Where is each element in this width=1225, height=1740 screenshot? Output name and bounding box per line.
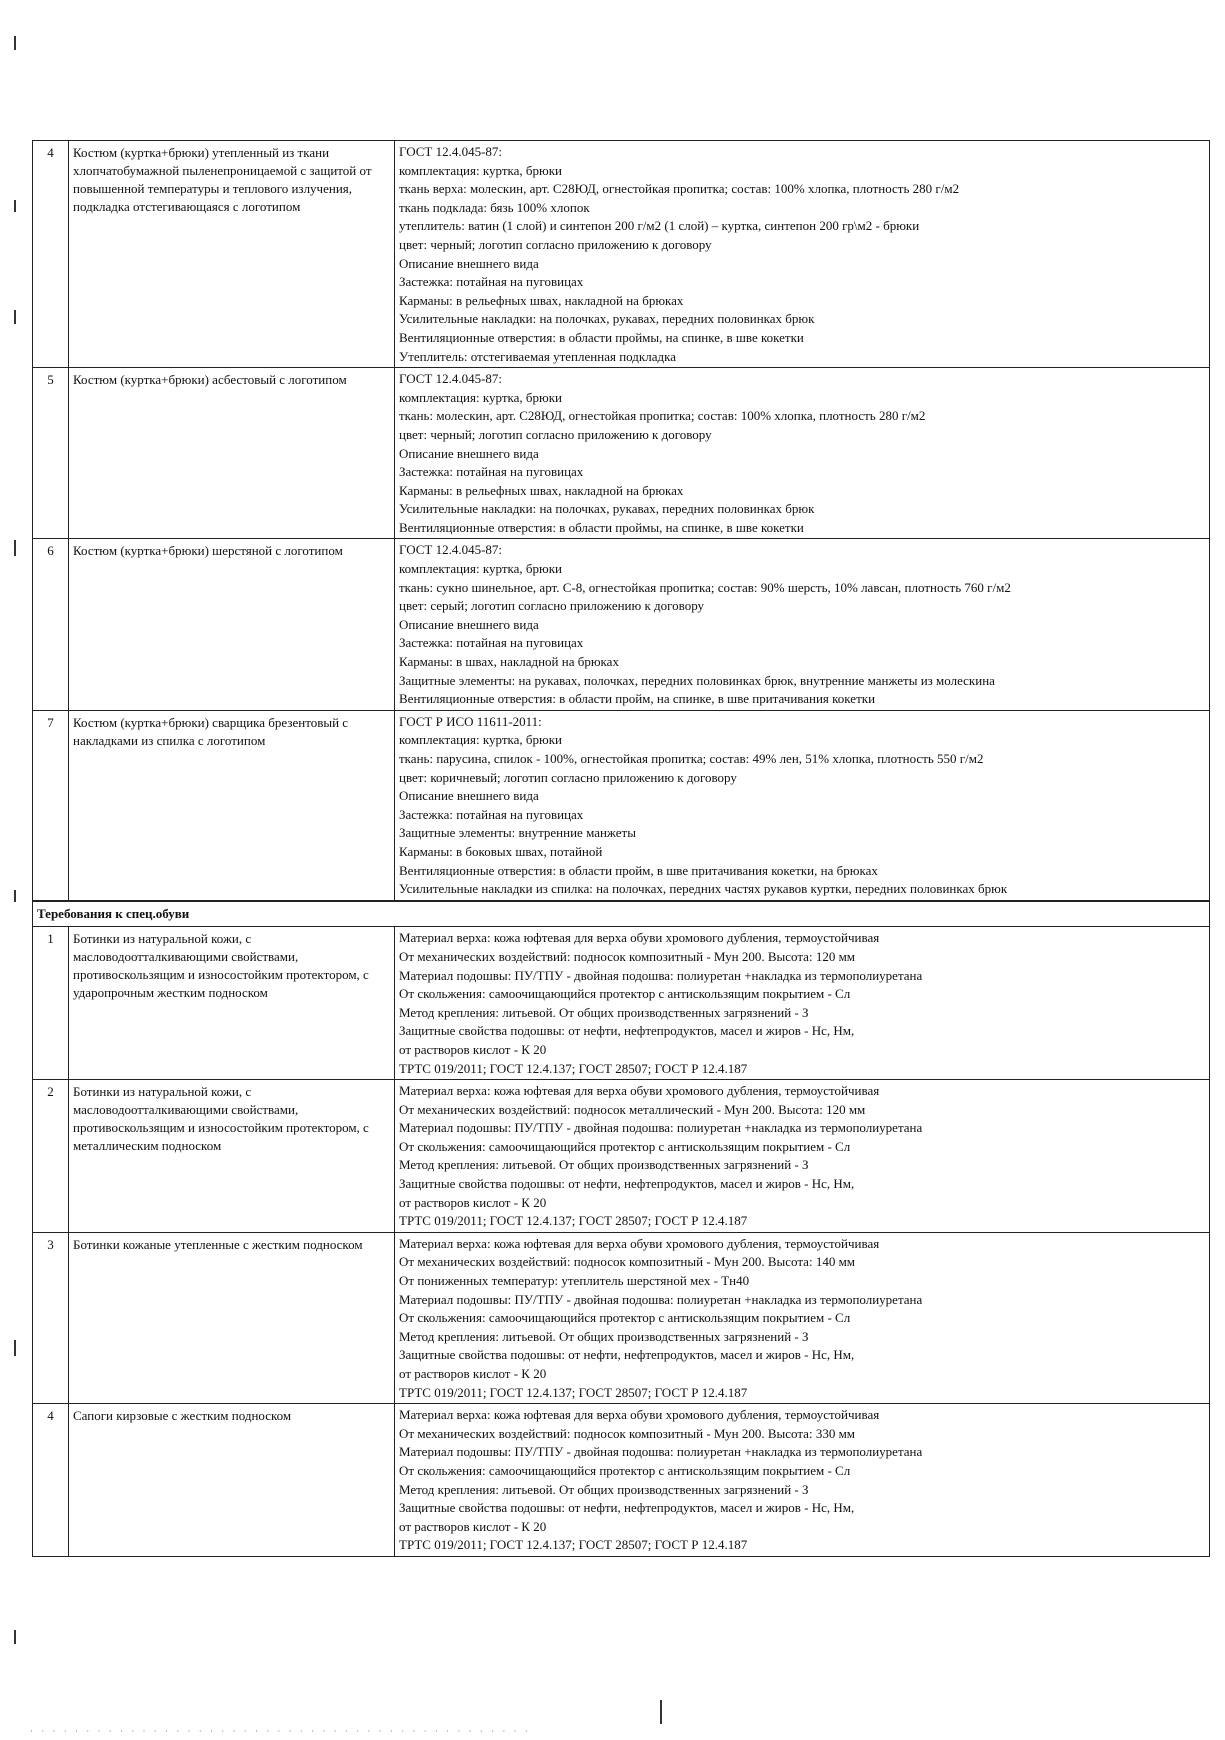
spec-line: Метод крепления: литьевой. От общих производственных загрязнений - З: [399, 1328, 809, 1344]
spec-line: ткань: молескин, арт. С28ЮД, огнестойкая пропитка; состав: 100% хлопка, плотность 280 г/м2: [399, 408, 926, 424]
item-spec: [395, 368, 1210, 539]
item-number: 3: [33, 1232, 69, 1403]
spec-line: от растворов кислот - К 20: [399, 1366, 547, 1381]
spec-line: Усилительные накладки: на полочках, рукавах, передних половинках брюк: [399, 311, 815, 327]
item-number: 2: [33, 1080, 69, 1233]
table-row: [33, 710, 1210, 900]
scan-margin-mark: [14, 200, 16, 212]
item-number: 6: [33, 539, 69, 710]
spec-line: ТРТС 019/2011; ГОСТ 12.4.137; ГОСТ 28507; ГОСТ Р 12.4.187: [399, 1213, 748, 1229]
spec-line: цвет: серый; логотип согласно приложению к договору: [399, 598, 705, 614]
item-spec: [395, 1080, 1210, 1233]
spec-line: Карманы: в швах, накладной на брюках: [399, 654, 619, 670]
spec-line: Материал подошвы: ПУ/ТПУ - двойная подошва: полиуретан +накладка из термополиуретана: [399, 1291, 923, 1307]
spec-line: От пониженных температур: утеплитель шерстяной мех - Тн40: [399, 1273, 750, 1289]
spec-line: Материал верха: кожа юфтевая для верха обуви хромового дубления, термоустойчивая: [399, 1407, 880, 1423]
spec-line: цвет: черный; логотип согласно приложению к договору: [399, 236, 712, 252]
spec-line: цвет: коричневый; логотип согласно приложению к договору: [399, 769, 737, 785]
item-spec: [395, 710, 1210, 900]
spec-line: ТРТС 019/2011; ГОСТ 12.4.137; ГОСТ 28507; ГОСТ Р 12.4.187: [399, 1537, 748, 1553]
scan-margin-mark: [14, 36, 16, 50]
spec-line: комплектация: куртка, брюки: [399, 389, 562, 405]
item-name: Костюм (куртка+брюки) сварщика брезентовый с накладками из спилка с логотипом: [69, 710, 395, 900]
table-row: [33, 539, 1210, 710]
spec-line: Застежка: потайная на пуговицах: [399, 806, 584, 822]
spec-line: Защитные свойства подошвы: от нефти, нефтепродуктов, масел и жиров - Нс, Нм,: [399, 1500, 855, 1516]
item-spec: [395, 539, 1210, 710]
spec-line: Усилительные накладки из спилка: на полочках, передних частях рукавов куртки, передних половинках брюк: [399, 881, 1008, 897]
scan-margin-mark: [14, 1340, 16, 1356]
spec-line: Материал верха: кожа юфтевая для верха обуви хромового дубления, термоустойчивая: [399, 930, 880, 946]
spec-line: ткань: сукно шинельное, арт. С-8, огнестойкая пропитка; состав: 90% шерсть, 10% лавсан, плотность 760 г/м2: [399, 579, 1011, 595]
item-number: 4: [33, 1404, 69, 1557]
spec-line: Защитные свойства подошвы: от нефти, нефтепродуктов, масел и жиров - Нс, Нм,: [399, 1347, 855, 1363]
scan-margin-mark: [14, 890, 16, 902]
section-title: Теребования к спец.обуви: [37, 905, 190, 921]
spec-line: Вентиляционные отверстия: в области проймы, на спинке, в шве кокетки: [399, 329, 804, 345]
item-name: Сапоги кирзовые с жестким подноском: [69, 1404, 395, 1557]
table-row: [33, 141, 1210, 368]
item-number: 1: [33, 927, 69, 1080]
spec-line: От скольжения: самоочищающийся протектор с антискользящим покрытием - Сл: [399, 1310, 851, 1326]
spec-line: комплектация: куртка, брюки: [399, 732, 562, 748]
spec-line: ГОСТ Р ИСО 11611-2011:: [399, 713, 542, 729]
spec-line: От механических воздействий: подносок композитный - Мун 200. Высота: 140 мм: [399, 1254, 856, 1270]
item-number: 4: [33, 141, 69, 368]
spec-line: Материал подошвы: ПУ/ТПУ - двойная подошва: полиуретан +накладка из термополиуретана: [399, 1444, 923, 1460]
requirements-table: [32, 140, 1210, 1557]
spec-line: Застежка: потайная на пуговицах: [399, 635, 584, 651]
spec-line: ГОСТ 12.4.045-87:: [399, 144, 503, 159]
spec-line: Материал подошвы: ПУ/ТПУ - двойная подошва: полиуретан +накладка из термополиуретана: [399, 1120, 923, 1136]
spec-line: Вентиляционные отверстия: в области проймы, на спинке, в шве кокетки: [399, 519, 804, 535]
table-row: [33, 927, 1210, 1080]
spec-line: комплектация: куртка, брюки: [399, 561, 562, 577]
scan-margin-mark: [14, 540, 16, 556]
spec-line: От скольжения: самоочищающийся протектор с антискользящим покрытием - Сл: [399, 1462, 851, 1478]
spec-line: Описание внешнего вида: [399, 616, 539, 632]
spec-line: ТРТС 019/2011; ГОСТ 12.4.137; ГОСТ 28507; ГОСТ Р 12.4.187: [399, 1384, 748, 1400]
clothing-section: [33, 141, 1210, 901]
spec-line: от растворов кислот - К 20: [399, 1194, 547, 1210]
spec-line: Материал верха: кожа юфтевая для верха обуви хромового дубления, термоустойчивая: [399, 1083, 880, 1099]
item-name: Костюм (куртка+брюки) асбестовый с логотипом: [69, 368, 395, 539]
item-name: Костюм (куртка+брюки) утепленный из ткани хлопчатобумажной пыленепроницаемой с защитой от повышенной температуры и теплового излучения, подкладка отстегивающаяся с логотипом: [69, 141, 395, 368]
item-name: Костюм (куртка+брюки) шерстяной с логотипом: [69, 539, 395, 710]
spec-line: От механических воздействий: подносок композитный - Мун 200. Высота: 330 мм: [399, 1425, 856, 1441]
spec-line: От скольжения: самоочищающийся протектор с антискользящим покрытием - Сл: [399, 1138, 851, 1154]
section-title-cell: [33, 901, 1210, 927]
table-row: [33, 1232, 1210, 1403]
spec-line: Вентиляционные отверстия: в области пройм, на спинке, в шве притачивания кокетки: [399, 691, 876, 707]
spec-line: Карманы: в рельефных швах, накладной на брюках: [399, 482, 684, 498]
item-name: Ботинки из натуральной кожи, с масловодоотталкивающими свойствами, противоскользящим и износостойким протектором, с ударопрочным жестким подноском: [69, 927, 395, 1080]
spec-line: Защитные свойства подошвы: от нефти, нефтепродуктов, масел и жиров - Нс, Нм,: [399, 1176, 855, 1192]
table-row: [33, 1080, 1210, 1233]
spec-line: От механических воздействий: подносок металлический - Мун 200. Высота: 120 мм: [399, 1101, 866, 1117]
spec-line: Защитные свойства подошвы: от нефти, нефтепродуктов, масел и жиров - Нс, Нм,: [399, 1023, 855, 1039]
spec-line: Описание внешнего вида: [399, 445, 539, 461]
spec-line: Карманы: в боковых швах, потайной: [399, 843, 603, 859]
item-name: Ботинки кожаные утепленные с жестким подноском: [69, 1232, 395, 1403]
spec-line: От скольжения: самоочищающийся протектор с антискользящим покрытием - Сл: [399, 986, 851, 1002]
footwear-section-header: [33, 901, 1210, 927]
spec-line: Вентиляционные отверстия: в области пройм, в шве притачивания кокетки, на брюках: [399, 862, 878, 878]
scan-margin-mark: [14, 310, 16, 324]
spec-line: Защитные элементы: внутренние манжеты: [399, 825, 636, 841]
item-number: 5: [33, 368, 69, 539]
spec-line: цвет: черный; логотип согласно приложению к договору: [399, 426, 712, 442]
spec-line: Материал подошвы: ПУ/ТПУ - двойная подошва: полиуретан +накладка из термополиуретана: [399, 967, 923, 983]
spec-line: Карманы: в рельефных швах, накладной на брюках: [399, 292, 684, 308]
spec-line: Описание внешнего вида: [399, 788, 539, 804]
spec-line: Утеплитель: отстегиваемая утепленная подкладка: [399, 348, 676, 364]
spec-line: ГОСТ 12.4.045-87:: [399, 371, 503, 387]
spec-line: Застежка: потайная на пуговицах: [399, 464, 584, 480]
item-spec: [395, 1404, 1210, 1557]
spec-line: ГОСТ 12.4.045-87:: [399, 542, 503, 558]
item-spec: [395, 1232, 1210, 1403]
table-row: [33, 368, 1210, 539]
spec-line: Усилительные накладки: на полочках, рукавах, передних половинках брюк: [399, 501, 815, 517]
spec-line: комплектация: куртка, брюки: [399, 162, 562, 178]
spec-line: Метод крепления: литьевой. От общих производственных загрязнений - З: [399, 1157, 809, 1173]
spec-line: ткань: парусина, спилок - 100%, огнестойкая пропитка; состав: 49% лен, 51% хлопка, плотность 550 г/м2: [399, 751, 984, 766]
table-row: [33, 1404, 1210, 1557]
spec-line: от растворов кислот - К 20: [399, 1041, 547, 1057]
section-row: [33, 901, 1210, 927]
item-spec: [395, 141, 1210, 368]
item-number: 7: [33, 710, 69, 900]
spec-line: Метод крепления: литьевой. От общих производственных загрязнений - З: [399, 1481, 809, 1497]
scan-center-mark: [660, 1700, 662, 1724]
spec-line: утеплитель: ватин (1 слой) и синтепон 200 г/м2 (1 слой) – куртка, синтепон 200 гр\м2 - брюки: [399, 218, 920, 234]
item-spec: [395, 927, 1210, 1080]
spec-line: ткань подклада: бязь 100% хлопок: [399, 199, 590, 215]
spec-line: От механических воздействий: подносок композитный - Мун 200. Высота: 120 мм: [399, 948, 856, 964]
scan-bottom-noise: · · · · · · · · · · · · · · · · · · · · · · · · · · · · · · · · · · · · · · · · · · · · ·: [30, 1726, 531, 1736]
spec-line: Застежка: потайная на пуговицах: [399, 274, 584, 290]
spec-line: ткань верха: молескин, арт. С28ЮД, огнестойкая пропитка; состав: 100% хлопка, плотность 280 г/м2: [399, 181, 960, 197]
spec-line: Метод крепления: литьевой. От общих производственных загрязнений - З: [399, 1004, 809, 1020]
item-name: Ботинки из натуральной кожи, с масловодоотталкивающими свойствами, противоскользящим и износостойким протектором, с металлическим подноском: [69, 1080, 395, 1233]
spec-line: Описание внешнего вида: [399, 255, 539, 271]
spec-line: Материал верха: кожа юфтевая для верха обуви хромового дубления, термоустойчивая: [399, 1235, 880, 1251]
spec-line: ТРТС 019/2011; ГОСТ 12.4.137; ГОСТ 28507; ГОСТ Р 12.4.187: [399, 1060, 748, 1076]
spec-line: Защитные элементы: на рукавах, полочках, передних половинках брюк, внутренние манжеты из молескина: [399, 672, 995, 688]
spec-line: от растворов кислот - К 20: [399, 1518, 547, 1534]
footwear-section: [33, 927, 1210, 1557]
scan-margin-mark: [14, 1630, 16, 1644]
